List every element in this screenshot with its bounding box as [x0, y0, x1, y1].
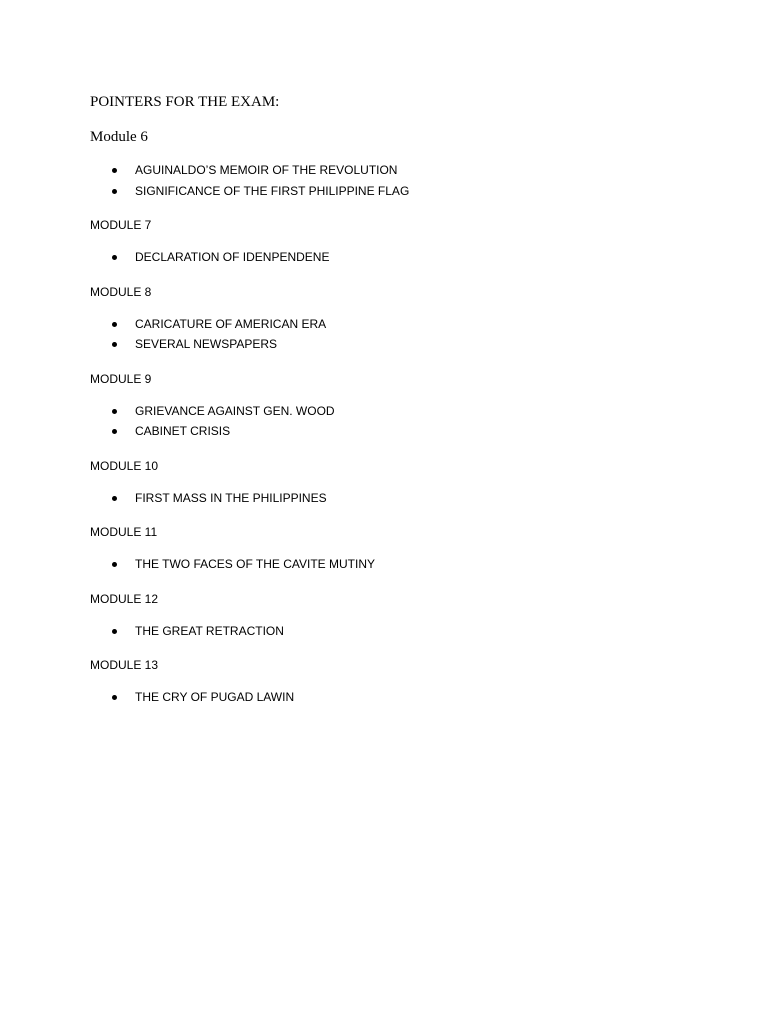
- list-item: [90, 621, 690, 642]
- list-item-text: SEVERAL NEWSPAPERS: [135, 337, 278, 351]
- bullet-list: [90, 621, 690, 642]
- bullet-icon: [112, 496, 117, 501]
- bullet-list: [90, 160, 690, 201]
- module-section: [90, 217, 690, 268]
- module-sections: [90, 127, 690, 708]
- list-item-text: FIRST MASS IN THE PHILIPPINES: [135, 490, 327, 505]
- bullet-icon: [112, 168, 117, 173]
- list-item: [90, 314, 690, 335]
- bullet-icon: [112, 189, 117, 194]
- module-heading: MODULE 12: [90, 591, 159, 606]
- module-heading: Module 6: [90, 129, 148, 145]
- bullet-icon: [112, 562, 117, 567]
- list-item-text: THE GREAT RETRACTION: [135, 623, 284, 638]
- list-item-text: THE CRY OF PUGAD LAWIN: [135, 690, 295, 704]
- module-section: [90, 657, 690, 708]
- module-heading: MODULE 11: [90, 525, 158, 539]
- list-item: [90, 554, 690, 575]
- list-item: [90, 247, 690, 268]
- module-section: [90, 127, 690, 201]
- document-title: POINTERS FOR THE EXAM:: [90, 94, 280, 110]
- bullet-list: [90, 554, 690, 575]
- bullet-icon: [112, 695, 117, 700]
- list-item: [90, 334, 690, 355]
- document-content: [90, 92, 690, 724]
- list-item: [90, 687, 690, 708]
- list-item-text: DECLARATION OF IDENPENDENE: [135, 250, 330, 264]
- bullet-list: [90, 314, 690, 355]
- bullet-list: [90, 247, 690, 268]
- bullet-list: [90, 488, 690, 509]
- module-heading: MODULE 13: [90, 658, 159, 672]
- list-item: [90, 421, 690, 442]
- bullet-icon: [112, 409, 117, 414]
- list-item: [90, 160, 690, 181]
- list-item-text: SIGNIFICANCE OF THE FIRST PHILIPPINE FLAG: [135, 183, 410, 198]
- list-item-text: GRIEVANCE AGAINST GEN. WOOD: [135, 403, 335, 418]
- module-heading: MODULE 9: [90, 371, 152, 386]
- module-section: [90, 284, 690, 355]
- module-section: [90, 524, 690, 575]
- module-heading: MODULE 8: [90, 284, 152, 299]
- bullet-list: [90, 401, 690, 442]
- bullet-icon: [112, 255, 117, 260]
- module-section: [90, 458, 690, 509]
- list-item: [90, 488, 690, 509]
- bullet-list: [90, 687, 690, 708]
- list-item-text: CARICATURE OF AMERICAN ERA: [135, 316, 327, 331]
- module-heading: MODULE 10: [90, 458, 159, 473]
- list-item-text: THE TWO FACES OF THE CAVITE MUTINY: [135, 557, 376, 571]
- module-heading: MODULE 7: [90, 218, 152, 232]
- list-item-text: CABINET CRISIS: [135, 424, 231, 438]
- bullet-icon: [112, 629, 117, 634]
- list-item-text: AGUINALDO’S MEMOIR OF THE REVOLUTION: [135, 163, 398, 177]
- list-item: [90, 401, 690, 422]
- bullet-icon: [112, 322, 117, 327]
- module-section: [90, 591, 690, 642]
- bullet-icon: [112, 342, 117, 347]
- bullet-icon: [112, 429, 117, 434]
- list-item: [90, 181, 690, 202]
- module-section: [90, 371, 690, 442]
